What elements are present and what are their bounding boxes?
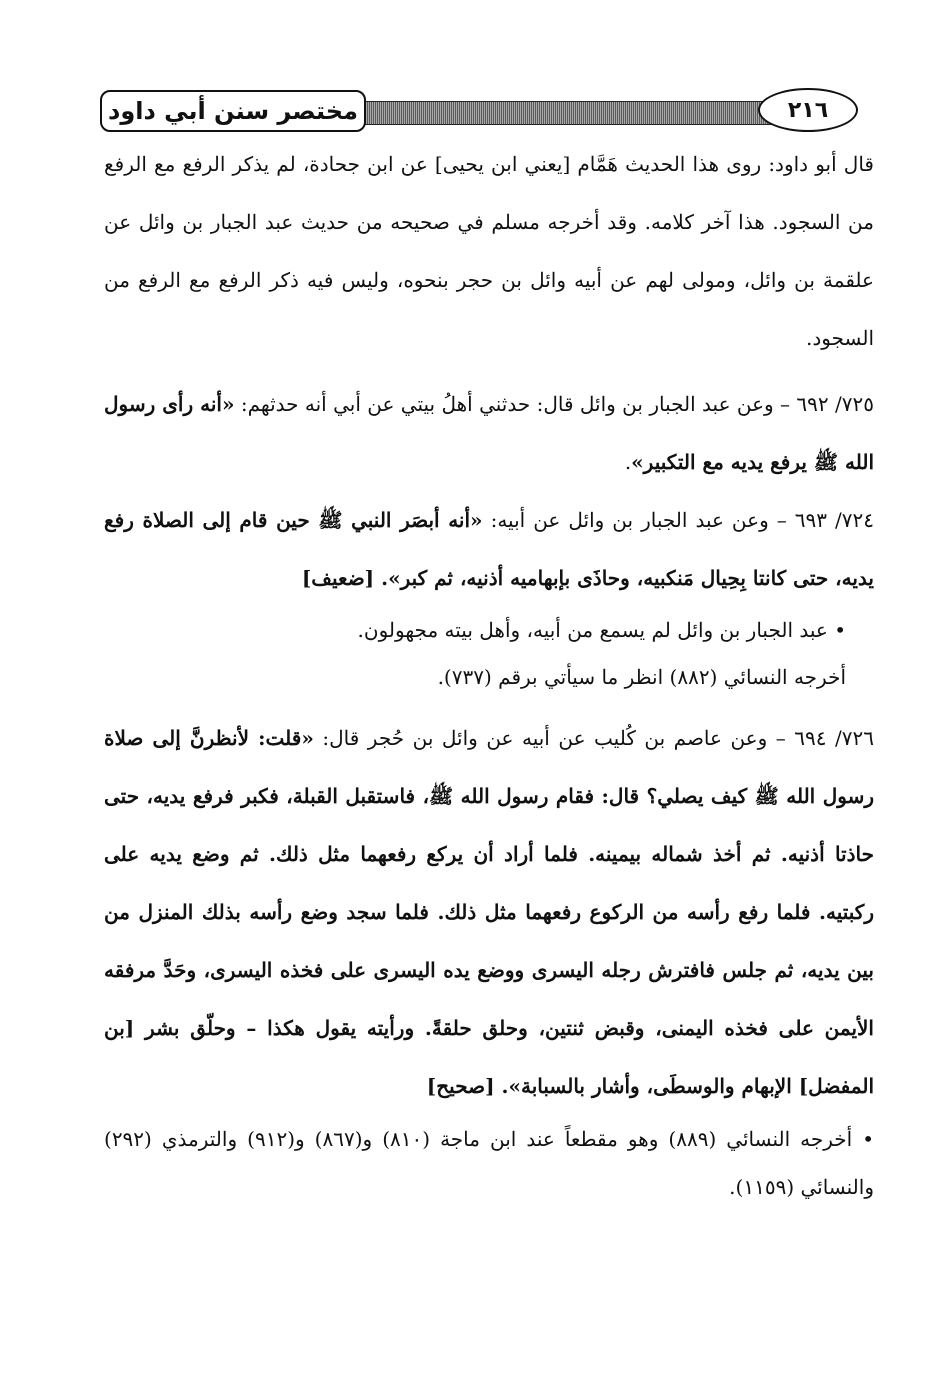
hadith-725-matn: «أنه رأى رسول الله ﷺ يرفع يديه مع التكبير» bbox=[104, 392, 874, 474]
running-header bbox=[100, 88, 880, 136]
hadith-725-tail: . bbox=[624, 450, 632, 474]
page-body bbox=[104, 135, 874, 1211]
hadith-725-lead: ٧٢٥/ ٦٩٢ – وعن عبد الجبار بن وائل قال: حدثني أهلُ بيتي عن أبي أنه حدثهم: bbox=[240, 392, 874, 416]
hadith-725 bbox=[104, 375, 874, 491]
hadith-726 bbox=[104, 709, 874, 1115]
hadith-726-takhrij: • أخرجه النسائي (٨٨٩) وهو مقطعاً عند ابن ماجة (٨١٠) و(٨٦٧) و(٩١٢) والترمذي (٢٩٢) والنسائي (١١٥٩). bbox=[104, 1127, 875, 1199]
hadith-724-lead: ٧٢٤/ ٦٩٣ – وعن عبد الجبار بن وائل عن أبيه: bbox=[490, 508, 874, 532]
book-title: مختصر سنن أبي داود bbox=[100, 90, 366, 132]
intro-paragraph: قال أبو داود: روى هذا الحديث هَمَّام [يعني ابن يحيى] عن ابن جحادة، لم يذكر الرفع مع الرفع من السجود. هذا آخر كلامه. وقد أخرجه مسلم في صحيحه من حديث عبد الجبار بن وائل عن علقمة بن وائل، ومولى لهم عن أبيه وائل بن حجر بنحوه، وليس فيه ذكر الرفع مع الرفع من السجود. bbox=[104, 152, 874, 350]
hadith-726-matn: «قلت: لأنظرنَّ إلى صلاة رسول الله ﷺ كيف يصلي؟ قال: فقام رسول الله ﷺ، فاستقبل القبلة، فكبر فرفع يديه، حتى حاذتا أذنيه. ثم أخذ شماله بيمينه. فلما أراد أن يركع رفعهما مثل ذلك. ثم وضع يديه على ركبتيه. فلما رفع رأسه من الركوع رفعهما مثل ذلك. فلما سجد وضع رأسه بذلك المنزل من بين يديه، ثم جلس فافترش رجله اليسرى ووضع يده اليسرى على فخذه اليسرى، وحَدَّ مرفقه الأيمن على فخذه اليمنى، وقبض ثنتين، وحلق حلقةً. ورأيته يقول هكذا – وحلّق بشر [بن المفضل] الإبهام والوسطَى، وأشار بالسبابة». [صحيح] bbox=[104, 726, 874, 1098]
hadith-726-lead: ٧٢٦/ ٦٩٤ – وعن عاصم بن كُليب عن أبيه عن وائل بن حُجر قال: bbox=[322, 726, 874, 750]
page-number: ٢١٦ bbox=[758, 88, 858, 132]
hadith-724 bbox=[104, 491, 874, 607]
hadith-724-matn: «أنه أبصَر النبي ﷺ حين قام إلى الصلاة رفع يديه، حتى كانتا بِحِيال مَنكبيه، وحاذَى بإبهاميه أذنيه، ثم كبر». [ضعيف] bbox=[104, 508, 874, 590]
hadith-724-note: • عبد الجبار بن وائل لم يسمع من أبيه، وأهل بيته مجهولون. bbox=[357, 618, 846, 642]
hadith-724-takhrij: أخرجه النسائي (٨٨٢) انظر ما سيأتي برقم (٧٣٧). bbox=[437, 665, 846, 689]
